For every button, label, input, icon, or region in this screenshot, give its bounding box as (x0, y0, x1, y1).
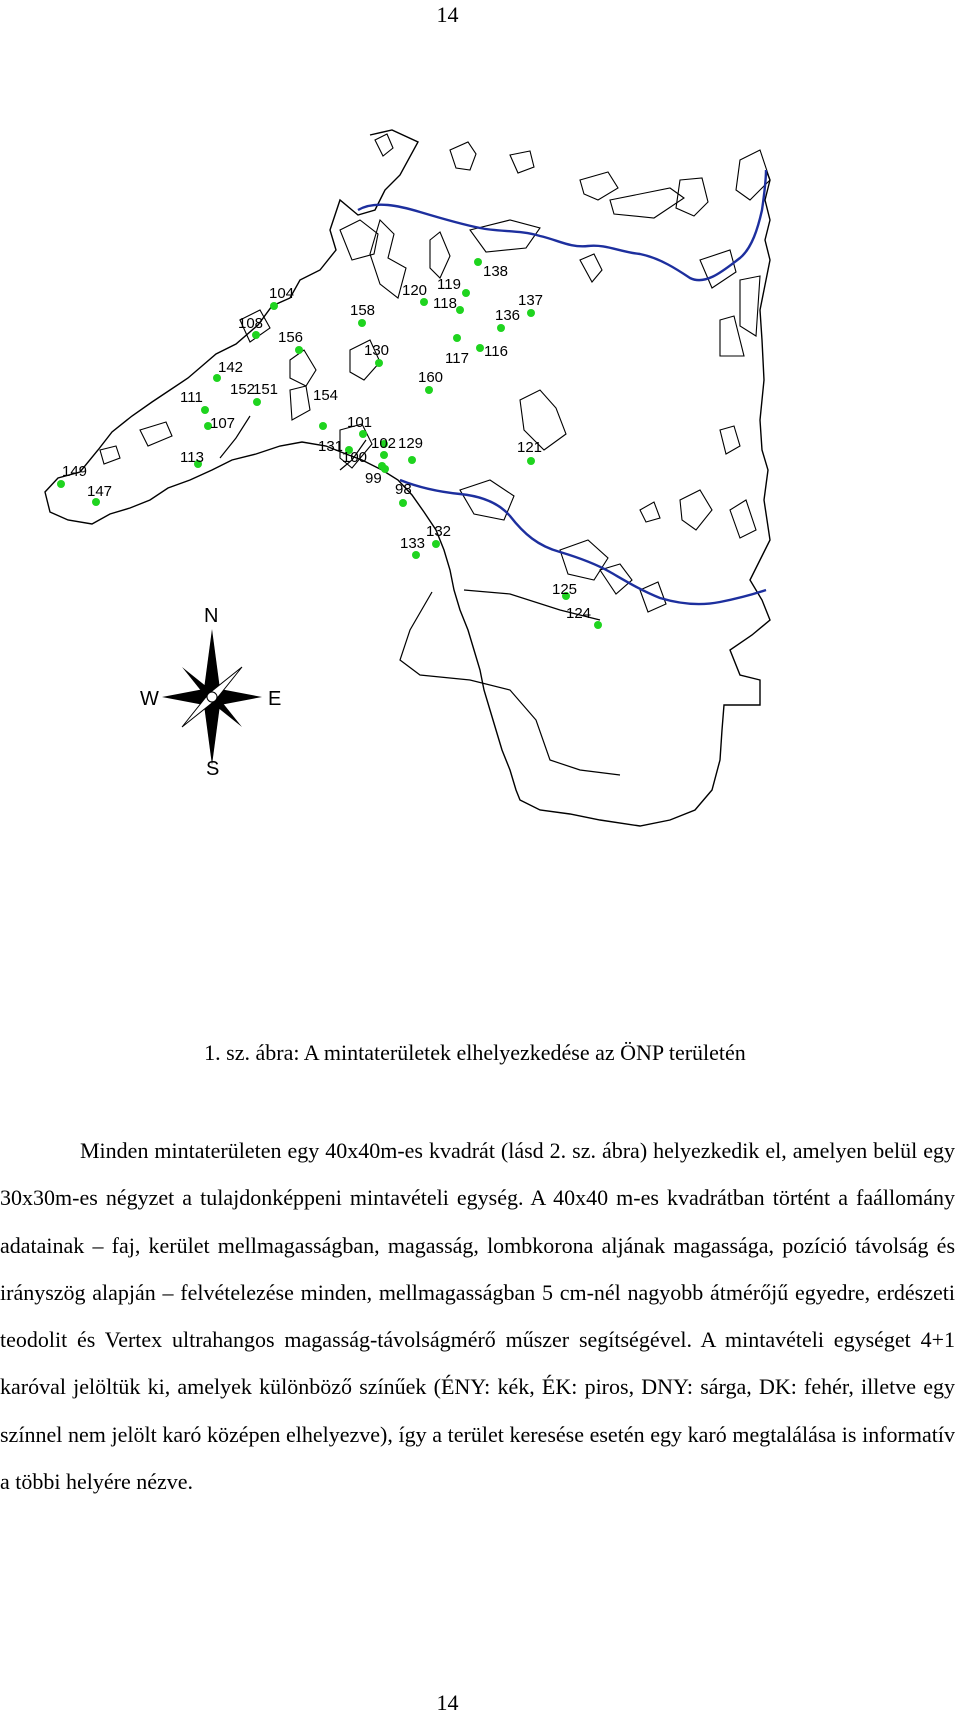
svg-text:142: 142 (218, 359, 244, 376)
svg-text:107: 107 (210, 415, 236, 432)
svg-text:130: 130 (364, 342, 390, 359)
svg-text:99: 99 (365, 470, 382, 487)
body-paragraph (0, 1127, 955, 1505)
svg-text:152: 152 (230, 381, 256, 398)
body-paragraph-text: Minden mintaterületen egy 40x40m-es kvadrát (lásd 2. sz. ábra) helyezkedik el, amelyen belül egy 30x30m-es négyzet a tulajdonképpeni mintavételi egység. A 40x40 m-es kvadrátban történt a faállomány adatainak – faj, kerület mellmagasságban, magasság, lombkorona aljának magassága, pozíció távolság és irányszög alapján – felvételezése minden, mellmagasságban 5 cm-nél nagyobb átmérőjű egyedre, erdészeti teodolit és Vertex ultrahangos magasság-távolságmérő műszer segítségével. A mintavételi egységet 4+1 karóval jelöltük ki, amelyek különböző színűek (ÉNY: kék, ÉK: piros, DNY: sárga, DK: fehér, illetve egy színnel nem jelölt karó középen elhelyezve), így a terület keresése esetén egy karó megtalálása is informatív a többi helyére nézve. (0, 1138, 955, 1495)
compass-s: S (206, 758, 220, 780)
compass-rose (162, 629, 262, 765)
page-number-bottom: 14 (436, 1690, 459, 1715)
sample-area-map (40, 120, 860, 890)
svg-text:125: 125 (552, 581, 578, 598)
svg-text:111: 111 (180, 389, 203, 406)
svg-text:121: 121 (517, 439, 543, 456)
svg-text:132: 132 (426, 523, 452, 540)
svg-text:138: 138 (483, 263, 509, 280)
svg-text:98: 98 (395, 481, 412, 498)
compass-w: W (140, 688, 159, 710)
compass-n: N (204, 605, 219, 627)
svg-text:102: 102 (371, 435, 397, 452)
svg-text:101: 101 (347, 414, 373, 431)
svg-text:156: 156 (278, 329, 304, 346)
svg-text:137: 137 (518, 292, 544, 309)
svg-text:118: 118 (433, 295, 457, 312)
svg-text:136: 136 (495, 307, 521, 324)
compass-e: E (268, 688, 282, 710)
figure-caption: 1. sz. ábra: A mintaterületek elhelyezkedése az ÖNP területén (204, 1040, 746, 1065)
svg-text:133: 133 (400, 535, 426, 552)
svg-text:120: 120 (402, 282, 428, 299)
svg-text:158: 158 (350, 302, 376, 319)
svg-text:149: 149 (62, 463, 88, 480)
svg-text:104: 104 (269, 285, 295, 302)
svg-text:151: 151 (253, 381, 279, 398)
svg-text:116: 116 (484, 343, 508, 360)
svg-text:113: 113 (180, 449, 204, 466)
svg-text:108: 108 (238, 315, 264, 332)
park-boundary (45, 130, 770, 826)
svg-text:119: 119 (437, 276, 461, 293)
svg-text:117: 117 (445, 350, 469, 367)
svg-text:154: 154 (313, 387, 339, 404)
sample-point-labels (62, 263, 591, 622)
svg-text:147: 147 (87, 483, 113, 500)
svg-text:129: 129 (398, 435, 424, 452)
svg-text:131: 131 (318, 438, 344, 455)
river-danube (358, 170, 766, 280)
svg-text:124: 124 (566, 605, 592, 622)
svg-text:100: 100 (342, 449, 368, 466)
svg-text:160: 160 (418, 369, 444, 386)
page-number-top: 14 (436, 2, 459, 27)
